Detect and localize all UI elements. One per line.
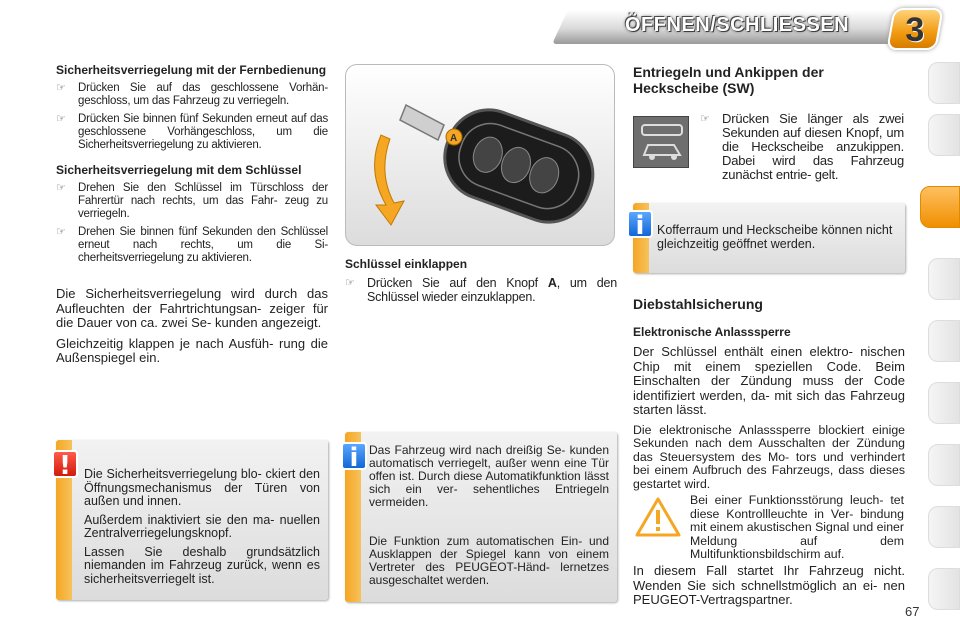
paragraph: Die Sicherheitsverriegelung wird durch das Aufleuchten der Fahrtrichtungsan- zeiger für die Dauer von ca. zwei Se- kunden angezeigt. xyxy=(56,286,328,330)
right-column xyxy=(633,64,905,96)
button-a-label: A xyxy=(450,133,458,144)
warning-paragraph: Die Sicherheitsverriegelung blo- ckiert den Öffnungsmechanismus der Türen von außen und innen. xyxy=(84,467,320,508)
list-item xyxy=(56,82,328,108)
chapter-tab[interactable] xyxy=(928,444,960,486)
bullet-text xyxy=(367,276,617,304)
paragraph: Der Schlüssel enthält einen elektro- nischen Chip mit einem speziellen Code. Beim Einschalten der Zündung muss der Code identifiziert werden, da- mit sich das Fahrzeug starten lässt. xyxy=(633,344,905,417)
page-header xyxy=(0,0,960,50)
paragraph: Die elektronische Anlasssperre blockiert einige Sekunden nach dem Ausschalten der Zündung das Steuersystem des Mo- tors und verhindert bei einem Aufbruch des Fahrzeugs, dass dieses gestartet wird. xyxy=(633,422,905,491)
hand-pointer-icon: ☞ xyxy=(56,82,66,94)
chapter-tabs xyxy=(928,62,960,622)
hand-pointer-icon: ☞ xyxy=(56,113,66,125)
list-item xyxy=(345,276,617,304)
folding-key-icon xyxy=(346,65,616,247)
car-rear-screen-icon xyxy=(634,117,690,169)
warning-paragraph: Außerdem inaktiviert sie den ma- nuellen Zentralverriegelungsknopf. xyxy=(84,512,320,540)
chapter-number-badge xyxy=(886,8,943,50)
paragraph: In diesem Fall startet Ihr Fahrzeug nicht. Wenden Sie sich schnellstmöglich an ei- nen PEUGEOT-Vertragspartner. xyxy=(633,563,905,607)
bullet-text: Drücken Sie binnen fünf Sekunden erneut auf das geschlossene Vorhängeschloss, um die Sicherheitsverriegelung zu aktivieren. xyxy=(78,113,328,151)
fold-arrow-icon xyxy=(375,135,404,225)
closing-paragraph-block xyxy=(633,564,905,608)
info-paragraph: Die Funktion zum automatischen Ein- und Ausklappen der Spiegel kann von einem Vertreter des PEUGEOT-Händ- lernetzes ausgeschaltet werden. xyxy=(369,534,609,587)
info-paragraph: Das Fahrzeug wird nach dreißig Se- kunden automatisch verriegelt, außer wenn eine Tür offen ist. Durch diese Automatikfunktion lässt sich ein ver- sehentliches Entriegeln vermeiden. xyxy=(369,443,609,509)
bullet-text: Drehen Sie den Schlüssel im Türschloss der Fahrertür nach rechts, um das Fahr- zeug zu verriegeln. xyxy=(78,182,328,220)
chapter-tab[interactable] xyxy=(928,506,960,548)
hand-pointer-icon: ☞ xyxy=(700,113,710,125)
chapter-tab[interactable] xyxy=(928,382,960,424)
chapter-tab[interactable] xyxy=(928,258,960,300)
chapter-tab[interactable] xyxy=(928,62,960,104)
warning-lamp-text-block xyxy=(690,494,904,562)
heading-anti-theft: Diebstahlsicherung xyxy=(633,296,763,312)
info-box xyxy=(633,203,905,273)
bullet-text: Drücken Sie länger als zwei Sekunden auf diesen Knopf, um die Heckscheibe anzukippen. Dabei wird das Fahrzeug zunächst entrie- gelt. xyxy=(722,111,904,182)
chapter-tab[interactable] xyxy=(928,320,960,362)
hand-pointer-icon: ☞ xyxy=(56,226,66,238)
chapter-title: ÖFFNEN/SCHLIESSEN xyxy=(625,14,850,36)
paragraph: Gleichzeitig klappen je nach Ausfüh- rung die Außenspiegel ein. xyxy=(56,335,328,365)
key-illustration xyxy=(345,64,615,246)
heading-fold-key: Schlüssel einklappen xyxy=(345,257,468,271)
middle-column xyxy=(345,258,617,304)
warning-triangle-icon xyxy=(635,496,681,538)
bullet-text-part: , um den Schlüssel wieder einzuklappen. xyxy=(367,276,617,304)
chapter-tab[interactable] xyxy=(928,568,960,610)
button-ref: A xyxy=(547,276,557,290)
list-item xyxy=(56,182,328,221)
info-icon: i xyxy=(627,210,653,238)
warning-paragraph: Lassen Sie deshalb grundsätzlich niemanden im Fahrzeug zurück, wenn es sicherheitsverriegelt ist. xyxy=(84,544,320,586)
list-item xyxy=(700,112,904,182)
warning-box-text xyxy=(84,468,320,586)
right-column-lower xyxy=(633,296,905,491)
info-box-text xyxy=(369,444,609,587)
warning-icon: ! xyxy=(52,450,78,478)
hand-pointer-icon: ☞ xyxy=(56,182,66,194)
chapter-tab-active[interactable] xyxy=(920,186,960,228)
warning-box xyxy=(56,440,328,600)
rear-screen-button-icon xyxy=(633,116,689,168)
bullet-text: Drehen Sie binnen fünf Sekunden den Schlüssel erneut nach rechts, um die Si- cherheitsverriegelung zu aktivieren. xyxy=(78,226,328,264)
list-item xyxy=(56,226,328,265)
bullet-text: Drücken Sie auf das geschlossene Vorhän- geschloss, um das Fahrzeug zu verriegeln. xyxy=(78,82,328,107)
rear-screen-bullet xyxy=(700,112,904,182)
chapter-tab[interactable] xyxy=(928,114,960,156)
list-item xyxy=(56,113,328,152)
paragraph: Bei einer Funktionsstörung leuch- tet diese Kontrollleuchte in Ver- bindung mit einem akustischen Signal und einer Meldung auf dem Multifunktionsbildschirm auf. xyxy=(690,493,904,561)
bullet-text-part: Drücken Sie auf den Knopf xyxy=(367,276,548,290)
page-number: 67 xyxy=(905,604,920,619)
heading-remote-deadlock: Sicherheitsverriegelung mit der Fernbedienung xyxy=(56,63,327,77)
info-icon: i xyxy=(341,442,367,470)
key-blade xyxy=(400,105,444,140)
hand-pointer-icon: ☞ xyxy=(345,277,355,289)
chapter-number: 3 xyxy=(905,11,925,49)
heading-key-deadlock: Sicherheitsverriegelung mit dem Schlüssel xyxy=(56,163,302,177)
info-box-text: Kofferraum und Heckscheibe können nicht gleichzeitig geöffnet werden. xyxy=(657,223,893,251)
heading-rear-screen: Entriegeln und Ankippen der Heckscheibe (SW) xyxy=(633,64,824,96)
info-box xyxy=(345,432,617,602)
left-column xyxy=(56,64,328,366)
heading-immobiliser: Elektronische Anlasssperre xyxy=(633,325,791,339)
